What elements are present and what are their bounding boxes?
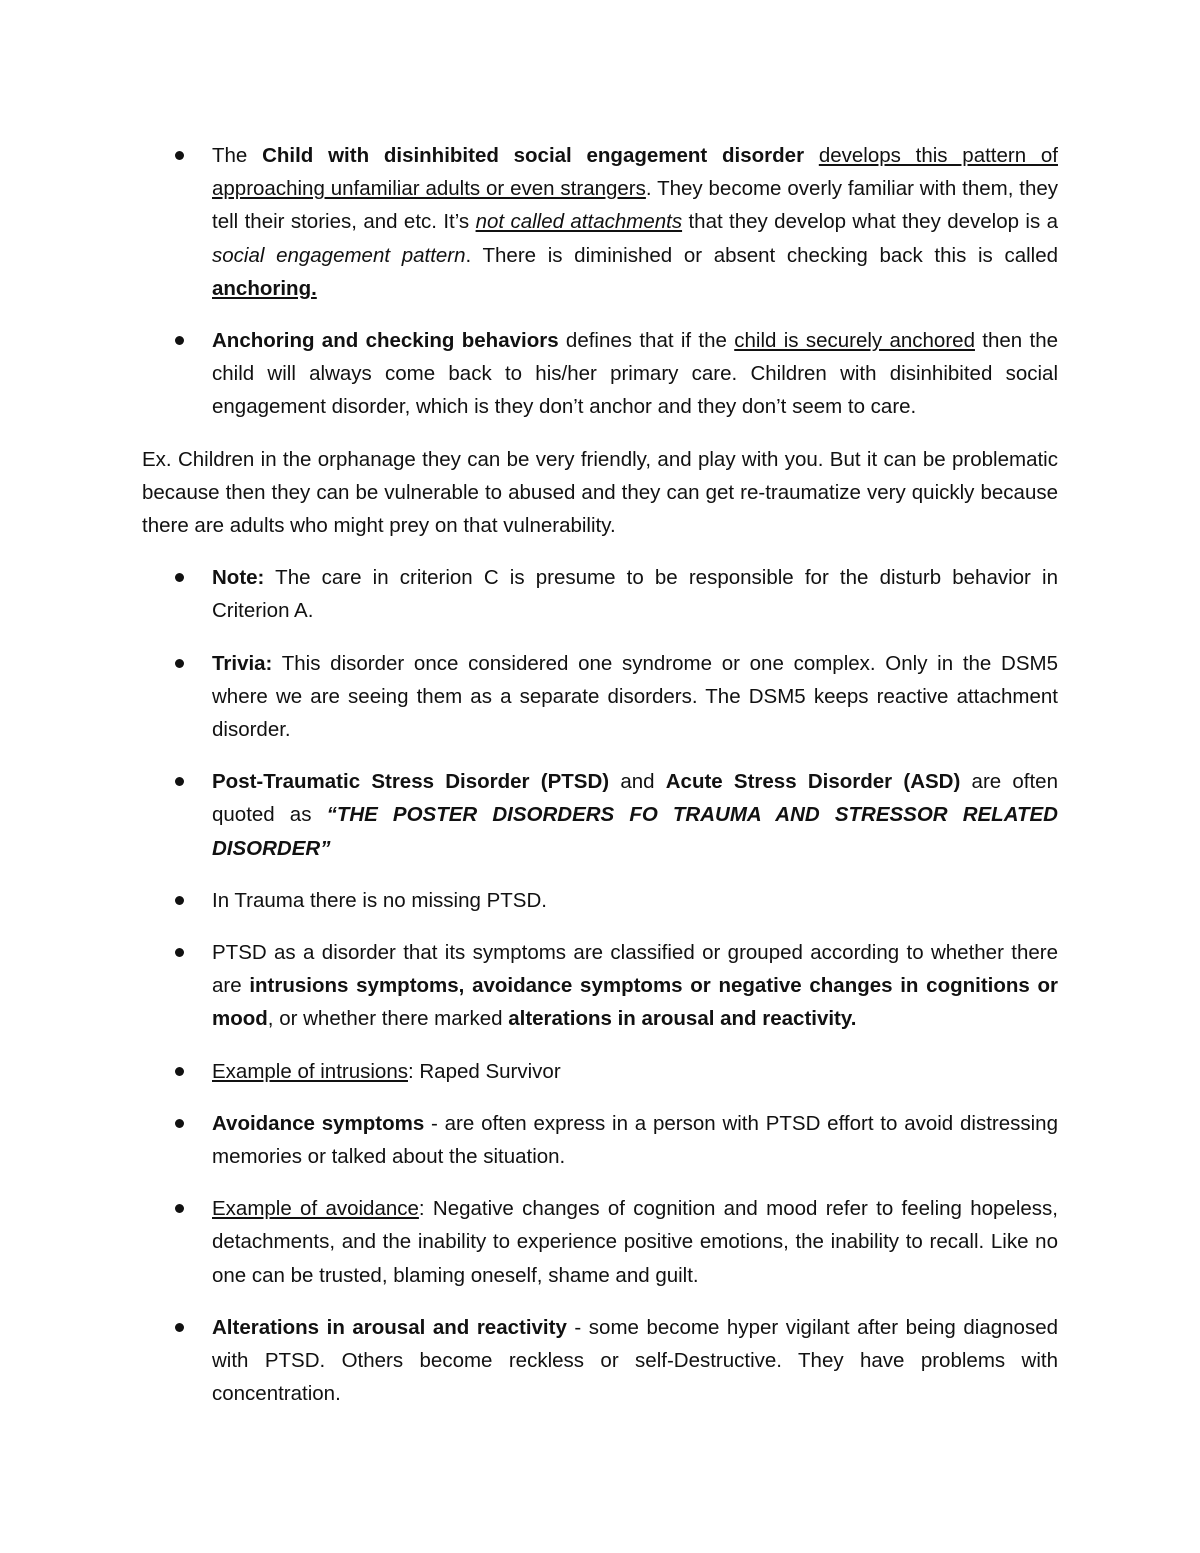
bullet-dot-icon — [175, 948, 184, 957]
text-run: The — [212, 144, 263, 167]
text-run: Note: — [212, 566, 265, 590]
text-run: social engagement pattern — [212, 243, 466, 267]
text-run: This disorder once considered one syndrome or one complex. Only in the DSM5 where we are seeing them as a separate disorders. The DSM5 keeps reactive attachment disorder. — [212, 651, 1058, 742]
text-run — [804, 144, 819, 167]
text-run: and — [609, 770, 666, 794]
bullet-item — [142, 1107, 1058, 1173]
text-run: The care in criterion C is presume to be responsible for the disturb behavior in Criterion A. — [212, 566, 1058, 623]
bullet-item — [142, 1055, 1058, 1088]
bullet-dot-icon — [175, 1204, 184, 1213]
bullet-item — [142, 1192, 1058, 1292]
text-run: anchoring. — [212, 276, 317, 300]
text-run: Child with disinhibited social engagement disorder — [262, 144, 805, 167]
bullet-item — [142, 884, 1058, 917]
bullet-item — [142, 1311, 1058, 1411]
text-run: are often quoted as — [212, 770, 1058, 827]
bullet-list-top — [142, 139, 1058, 424]
text-run: that they develop what they develop is a — [682, 210, 1058, 234]
bullet-item — [142, 647, 1058, 747]
bullet-item — [142, 139, 1058, 305]
bullet-item — [142, 561, 1058, 627]
text-run: Post-Traumatic Stress Disorder (PTSD) — [212, 770, 610, 794]
text-run: Trivia: — [212, 651, 273, 675]
bullet-list-bottom — [142, 561, 1058, 1410]
text-run: develops this pattern of approaching unfamiliar adults or even strangers — [212, 144, 1058, 201]
bullet-dot-icon — [175, 1067, 184, 1076]
text-run: then the child will always come back to his/her primary care. Children with disinhibited social engagement disorder, which is they don’t anchor and they don’t seem to care. — [212, 329, 1058, 419]
bullet-dot-icon — [175, 1323, 184, 1332]
bullet-dot-icon — [175, 659, 184, 668]
text-run: Example of avoidance — [212, 1197, 419, 1221]
text-run: In Trauma there is no missing PTSD. — [212, 888, 547, 912]
text-run: child is securely anchored — [734, 329, 975, 353]
bullet-item — [142, 324, 1058, 424]
document-body — [142, 139, 1058, 1430]
bullet-dot-icon — [175, 777, 184, 786]
text-run: - some become hyper vigilant after being diagnosed with PTSD. Others become reckless or self-Destructive. They have problems with concentration. — [212, 1315, 1058, 1406]
text-run: : Negative changes of cognition and mood refer to feeling hopeless, detachments, and the inability to experience positive emotions, the inability to recall. Like no one can be trusted, blaming oneself, shame and guilt. — [212, 1197, 1058, 1287]
text-run: “THE POSTER DISORDERS FO TRAUMA AND STRESSOR RELATED DISORDER” — [212, 803, 1058, 860]
text-run: PTSD as a disorder that its symptoms are classified or grouped according to whether there are — [212, 941, 1058, 998]
bullet-item — [142, 936, 1058, 1036]
text-run: - are often express in a person with PTSD effort to avoid distressing memories or talked about the situation. — [212, 1111, 1058, 1169]
bullet-item — [142, 765, 1058, 865]
text-run: defines that if the — [558, 329, 735, 353]
text-run: alterations in arousal and reactivity. — [508, 1007, 857, 1031]
text-run: Avoidance symptoms — [212, 1111, 425, 1135]
example-paragraph: Ex. Children in the orphanage they can be very friendly, and play with you. But it can be problematic because then they can be vulnerable to abused and they can get re-traumatize very quickly because there are adults who might prey on that vulnerability. — [142, 447, 1058, 538]
text-run: Anchoring and checking behaviors — [212, 329, 559, 353]
bullet-dot-icon — [175, 896, 184, 905]
text-run: intrusions symptoms, avoidance symptoms or negative changes in cognitions or mood — [212, 974, 1059, 1031]
bullet-dot-icon — [175, 151, 184, 160]
bullet-dot-icon — [175, 573, 184, 582]
text-run: Example of intrusions — [212, 1059, 408, 1083]
text-run: : Raped Survivor — [407, 1059, 561, 1083]
text-run: not called attachments — [475, 210, 683, 234]
text-run: , or whether there marked — [267, 1007, 509, 1031]
bullet-dot-icon — [175, 336, 184, 345]
text-run: . They become overly familiar with them, they tell their stories, and etc. It’s — [212, 177, 1059, 234]
text-run: . There is diminished or absent checking back this is called — [465, 243, 1059, 267]
bullet-dot-icon — [175, 1119, 184, 1128]
text-run: Acute Stress Disorder (ASD) — [665, 770, 961, 794]
text-run: Alterations in arousal and reactivity — [212, 1315, 567, 1339]
